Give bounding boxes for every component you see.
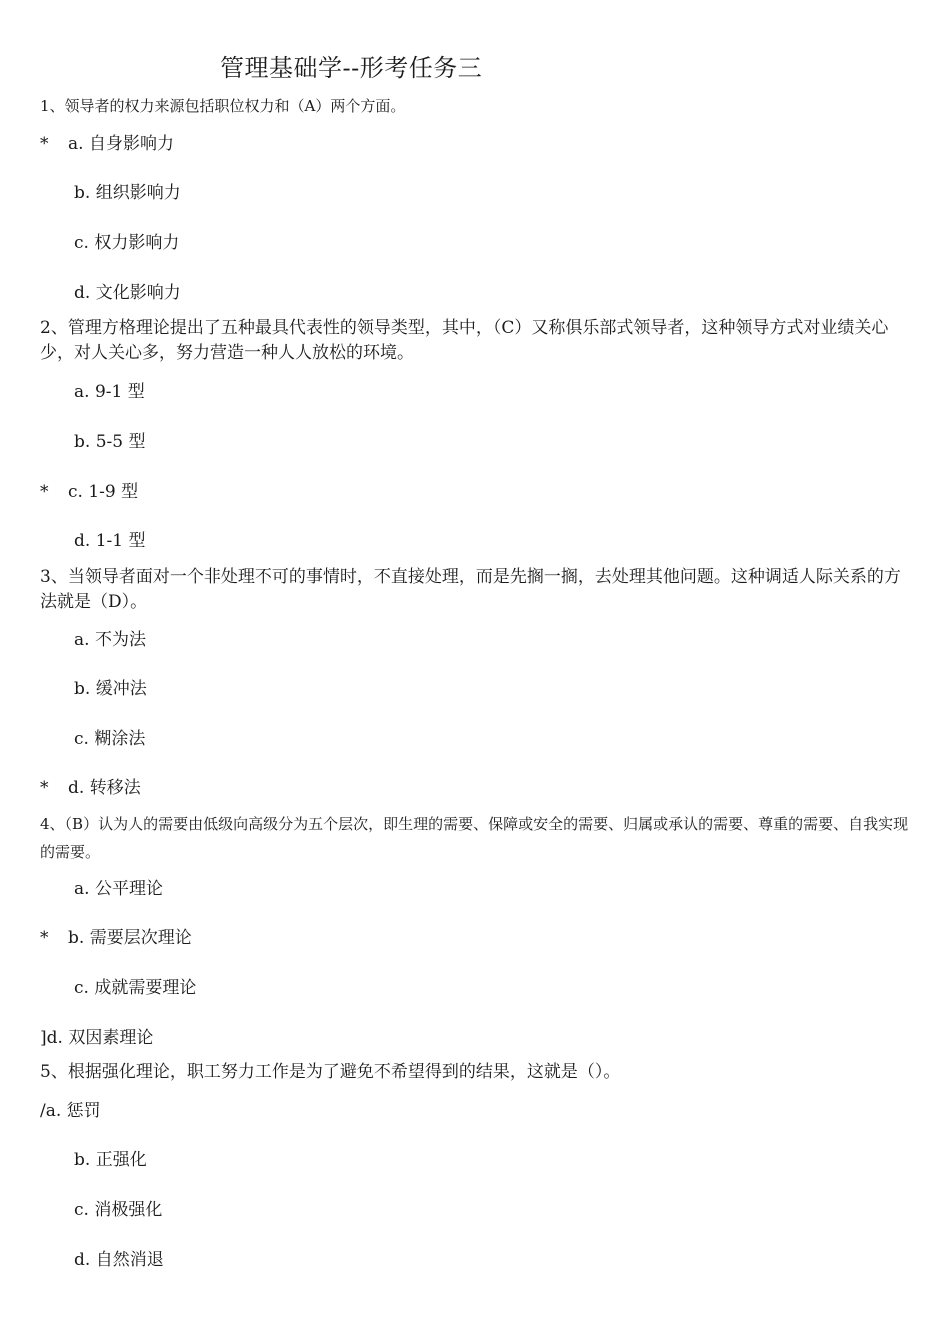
question-3-text: 3、当领导者面对一个非处理不可的事情时，不直接处理，而是先搁一搁，去处理其他问题。这种调适人际关系的方法就是（D）。 (40, 567, 901, 612)
answer-mark: * (40, 928, 49, 948)
answer-mark: * (40, 482, 49, 502)
answer-mark: * (40, 134, 49, 154)
page-title: 管理基础学--形考任务三 (220, 54, 483, 82)
question-4-option-a: a. 公平理论 (74, 879, 163, 899)
question-1-option-b: b. 组织影响力 (74, 183, 181, 203)
question-5-option-d: d. 自然消退 (74, 1250, 164, 1270)
question-2-option-a: a. 9-1 型 (74, 382, 145, 402)
question-4-option-c: c. 成就需要理论 (74, 978, 197, 998)
question-5-option-a: /a. 惩罚 (40, 1101, 101, 1121)
question-4-text: 4、（B）认为人的需要由低级向高级分为五个层次，即生理的需要、保障或安全的需要、归属或承认的需要、尊重的需要、自我实现的需要。 (40, 815, 909, 861)
question-1-option-c: c. 权力影响力 (74, 233, 180, 253)
answer-mark: * (40, 778, 49, 798)
question-5-option-b: b. 正强化 (74, 1150, 147, 1170)
question-2-text: 2、管理方格理论提出了五种最具代表性的领导类型，其中，（C）又称俱乐部式领导者，这种领导方式对业绩关心少，对人关心多，努力营造一种人人放松的环境。 (40, 318, 889, 363)
question-3-option-c: c. 糊涂法 (74, 729, 146, 749)
question-1-option-a: a. 自身影响力 (68, 134, 174, 154)
question-4-option-d: ]d. 双因素理论 (40, 1028, 154, 1048)
question-5-option-c: c. 消极强化 (74, 1200, 163, 1220)
question-2-option-d: d. 1-1 型 (74, 531, 146, 551)
question-1-option-d: d. 文化影响力 (74, 283, 181, 303)
question-5-text: 5、根据强化理论，职工努力工作是为了避免不希望得到的结果，这就是（）。 (40, 1062, 621, 1082)
question-1-text: 1、领导者的权力来源包括职位权力和（A）两个方面。 (40, 97, 406, 115)
question-3-option-a: a. 不为法 (74, 630, 146, 650)
question-3-option-b: b. 缓冲法 (74, 679, 147, 699)
question-2-option-c: c. 1-9 型 (68, 482, 139, 502)
question-3-option-d: d. 转移法 (68, 778, 141, 798)
question-2-option-b: b. 5-5 型 (74, 432, 146, 452)
question-4-option-b: b. 需要层次理论 (68, 928, 192, 948)
